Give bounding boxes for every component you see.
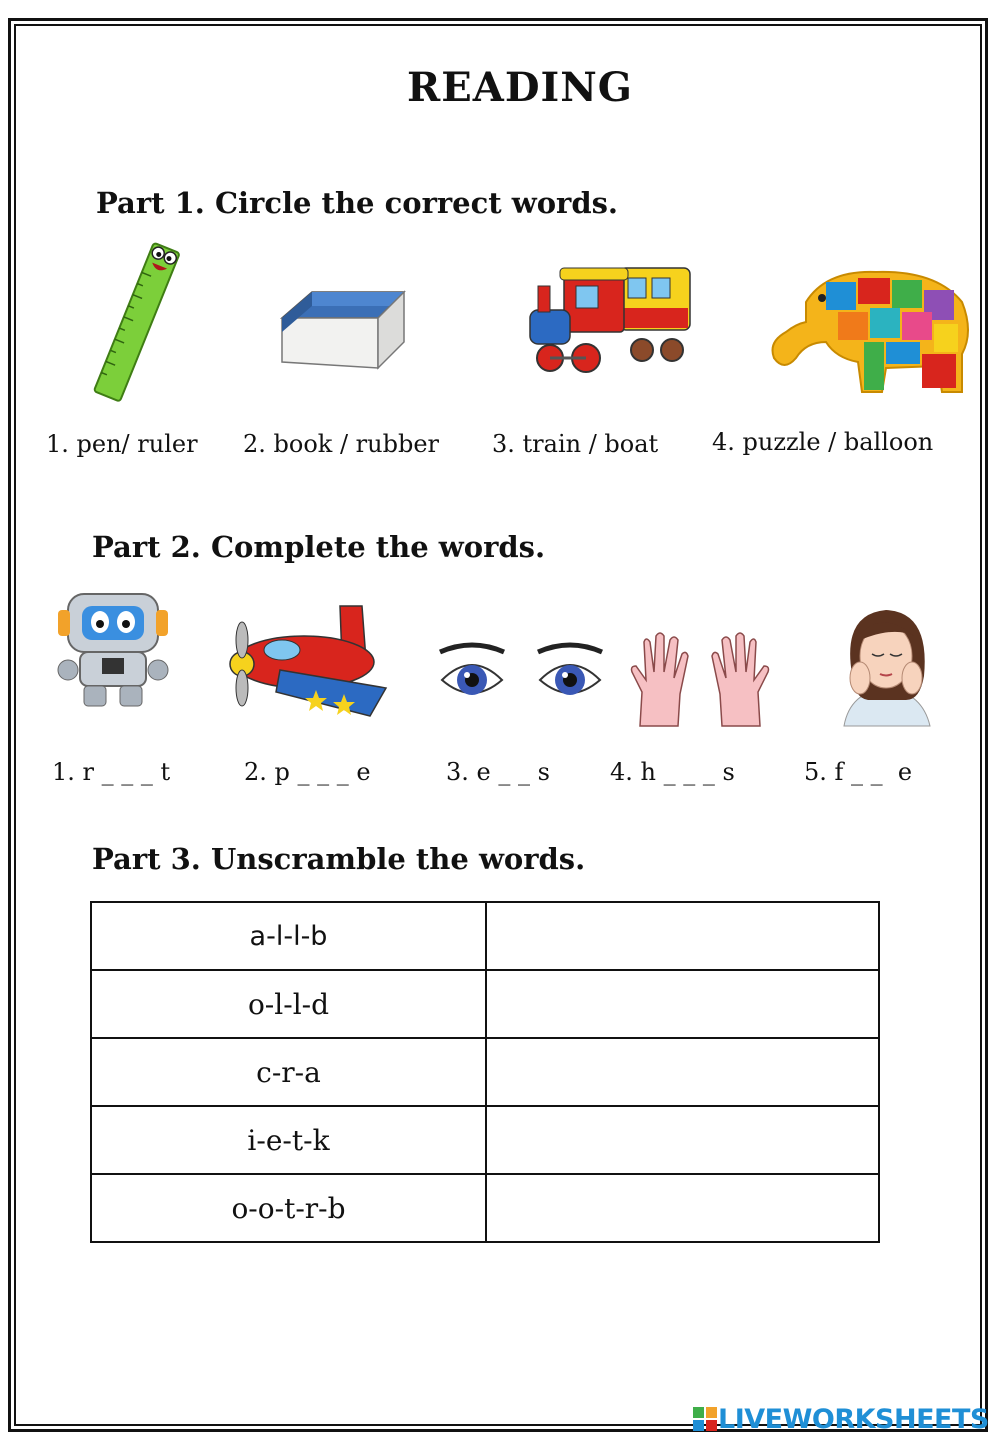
page-title: READING	[407, 64, 633, 111]
elephant-puzzle-icon	[766, 262, 976, 398]
answer-cell[interactable]	[486, 1038, 879, 1106]
scrambled-word: o-o-t-r-b	[91, 1174, 486, 1242]
part2-label-1: 1. r _ _ _ t	[52, 758, 171, 786]
hands-icon	[628, 632, 772, 728]
face-icon	[834, 604, 938, 728]
part1-label-4: 4. puzzle / balloon	[712, 428, 934, 456]
table-row	[91, 1174, 879, 1242]
unscramble-table	[90, 901, 880, 1243]
scrambled-word: a-l-l-b	[91, 902, 486, 970]
answer-cell[interactable]	[486, 970, 879, 1038]
part2-heading: Part 2. Complete the words.	[92, 530, 546, 564]
part1-label-3: 3. train / boat	[492, 430, 659, 458]
part2-label-5: 5. f _ _ e	[804, 758, 913, 786]
ruler-icon	[82, 234, 192, 404]
scrambled-word: i-e-t-k	[91, 1106, 486, 1174]
logo-mark-icon	[692, 1406, 718, 1432]
answer-cell[interactable]	[486, 1106, 879, 1174]
eraser-icon	[272, 262, 412, 378]
liveworksheets-logo	[692, 1404, 989, 1434]
robot-icon	[52, 588, 174, 712]
table-row	[91, 1038, 879, 1106]
plane-icon	[220, 600, 390, 722]
part1-label-1: 1. pen/ ruler	[46, 430, 198, 458]
table-row	[91, 1106, 879, 1174]
eyes-icon	[438, 640, 604, 710]
logo-text: LIVEWORKSHEETS	[718, 1403, 989, 1435]
toy-train-icon	[524, 258, 696, 382]
answer-cell[interactable]	[486, 1174, 879, 1242]
scrambled-word: o-l-l-d	[91, 970, 486, 1038]
part2-label-3: 3. e _ _ s	[446, 758, 550, 786]
part3-heading: Part 3. Unscramble the words.	[92, 842, 586, 876]
part2-label-4: 4. h _ _ _ s	[610, 758, 735, 786]
table-row	[91, 902, 879, 970]
part1-label-2: 2. book / rubber	[243, 430, 440, 458]
part2-label-2: 2. p _ _ _ e	[244, 758, 371, 786]
answer-cell[interactable]	[486, 902, 879, 970]
part1-heading: Part 1. Circle the correct words.	[96, 186, 619, 220]
table-row	[91, 970, 879, 1038]
scrambled-word: c-r-a	[91, 1038, 486, 1106]
